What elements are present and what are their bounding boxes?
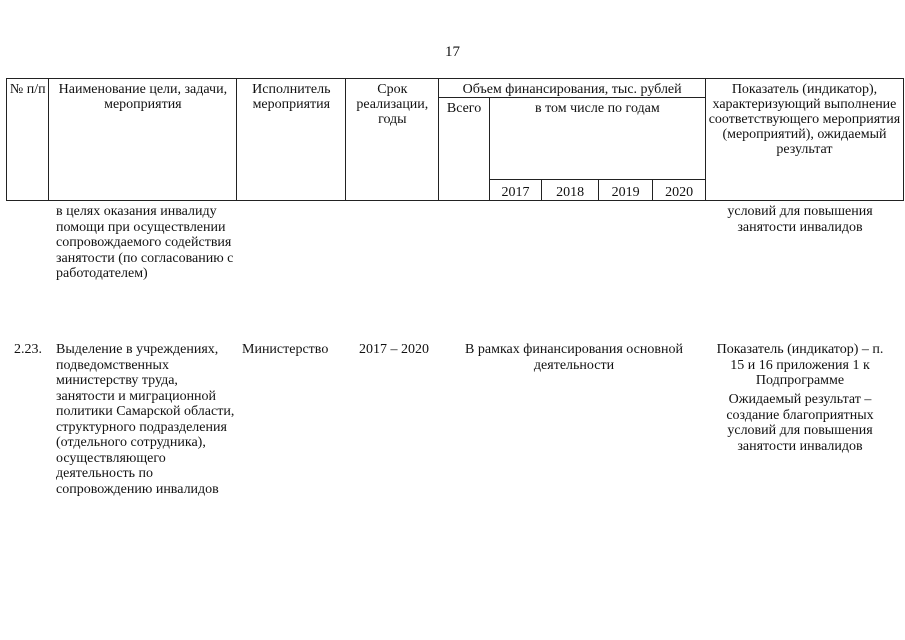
header-total: Всего (439, 98, 490, 201)
row-executor: Министерство (242, 342, 329, 357)
header-by-years: в том числе по годам (489, 98, 705, 180)
header-indicator: Показатель (индикатор), характеризующий выполнение соответствующего мероприятия (мероприятий), ожидаемый результат (705, 79, 903, 201)
header-year-2020: 2020 (653, 180, 706, 201)
header-year-2017: 2017 (489, 180, 542, 201)
header-year-2019: 2019 (598, 180, 653, 201)
row-number: 2.23. (14, 342, 42, 357)
row-indicator-2: Ожидаемый результат – создание благоприятных условий для повышения занятости инвалидов (726, 392, 874, 454)
page-number: 17 (445, 44, 460, 60)
header-funding: Объем финансирования, тыс. рублей (439, 79, 706, 98)
continued-row-indicator: условий для повышения занятости инвалидов (727, 204, 873, 235)
header-year-2018: 2018 (542, 180, 599, 201)
row-indicator-1: Показатель (индикатор) – п. 15 и 16 приложения 1 к Подпрограмме (716, 342, 884, 388)
header-executor: Исполнитель мероприятия (237, 79, 346, 201)
continued-row-name: в целях оказания инвалиду помощи при осуществлении сопровождаемого содействия занятости (по согласованию с работодателем) (56, 204, 234, 281)
header-num: № п/п (7, 79, 49, 201)
row-funding: В рамках финансирования основной деятельности (465, 342, 683, 373)
table-header (6, 78, 904, 201)
row-term: 2017 – 2020 (359, 342, 429, 357)
row-name: Выделение в учреждениях, подведомственных министерству труда, занятости и миграционной политики Самарской области, структурного подразделения (отдельного сотрудника), осуществляющего деятельность по сопровождению инвалидов (56, 342, 235, 497)
header-name: Наименование цели, задачи, мероприятия (49, 79, 237, 201)
header-term: Срок реализации, годы (346, 79, 439, 201)
